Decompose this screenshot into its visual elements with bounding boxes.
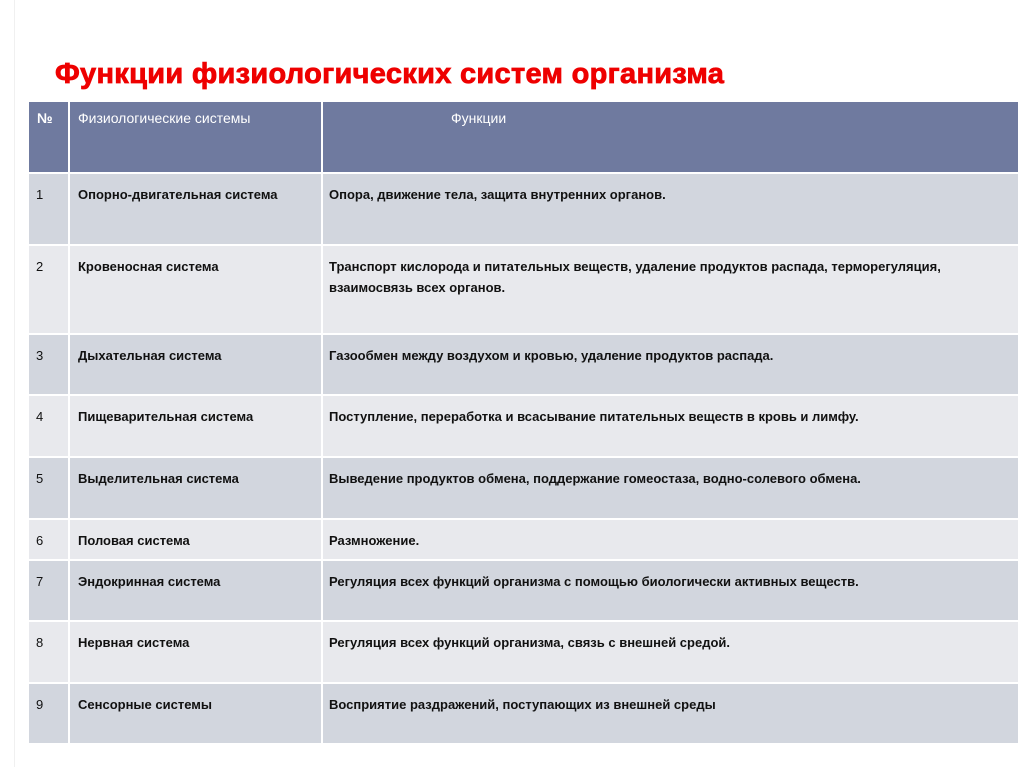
table-row bbox=[28, 683, 1019, 744]
row-system: Эндокринная система bbox=[69, 560, 322, 621]
row-system: Выделительная система bbox=[69, 457, 322, 519]
row-system: Пищеварительная система bbox=[69, 395, 322, 457]
table-row bbox=[28, 173, 1019, 245]
row-number: 7 bbox=[28, 560, 69, 621]
row-number: 9 bbox=[28, 683, 69, 744]
table-row bbox=[28, 457, 1019, 519]
row-function: Газообмен между воздухом и кровью, удаление продуктов распада. bbox=[322, 334, 1019, 395]
row-system: Опорно-двигательная система bbox=[69, 173, 322, 245]
table-row bbox=[28, 395, 1019, 457]
table-row bbox=[28, 560, 1019, 621]
row-number: 1 bbox=[28, 173, 69, 245]
row-function: Восприятие раздражений, поступающих из внешней среды bbox=[322, 683, 1019, 744]
table-row bbox=[28, 245, 1019, 334]
column-header-function: Функции bbox=[322, 101, 1019, 173]
column-header-number: № bbox=[28, 101, 69, 173]
slide-border bbox=[14, 0, 15, 767]
row-function: Транспорт кислорода и питательных веществ, удаление продуктов распада, терморегуляция, взаимосвязь всех органов. bbox=[322, 245, 1019, 334]
column-header-system: Физиологические системы bbox=[69, 101, 322, 173]
row-function: Выведение продуктов обмена, поддержание гомеостаза, водно-солевого обмена. bbox=[322, 457, 1019, 519]
row-function: Регуляция всех функций организма с помощью биологически активных веществ. bbox=[322, 560, 1019, 621]
functions-table bbox=[27, 100, 1020, 745]
table-header-row bbox=[28, 101, 1019, 173]
page-title: Функции физиологических систем организма bbox=[55, 58, 725, 90]
row-system: Нервная система bbox=[69, 621, 322, 683]
row-number: 8 bbox=[28, 621, 69, 683]
row-system: Дыхательная система bbox=[69, 334, 322, 395]
row-number: 2 bbox=[28, 245, 69, 334]
row-function: Регуляция всех функций организма, связь с внешней средой. bbox=[322, 621, 1019, 683]
table-row bbox=[28, 519, 1019, 560]
row-system: Половая система bbox=[69, 519, 322, 560]
row-function: Размножение. bbox=[322, 519, 1019, 560]
row-number: 3 bbox=[28, 334, 69, 395]
row-system: Сенсорные системы bbox=[69, 683, 322, 744]
row-system: Кровеносная система bbox=[69, 245, 322, 334]
table-row bbox=[28, 334, 1019, 395]
row-function: Опора, движение тела, защита внутренних органов. bbox=[322, 173, 1019, 245]
row-number: 6 bbox=[28, 519, 69, 560]
row-number: 4 bbox=[28, 395, 69, 457]
row-function: Поступление, переработка и всасывание питательных веществ в кровь и лимфу. bbox=[322, 395, 1019, 457]
table-row bbox=[28, 621, 1019, 683]
row-number: 5 bbox=[28, 457, 69, 519]
